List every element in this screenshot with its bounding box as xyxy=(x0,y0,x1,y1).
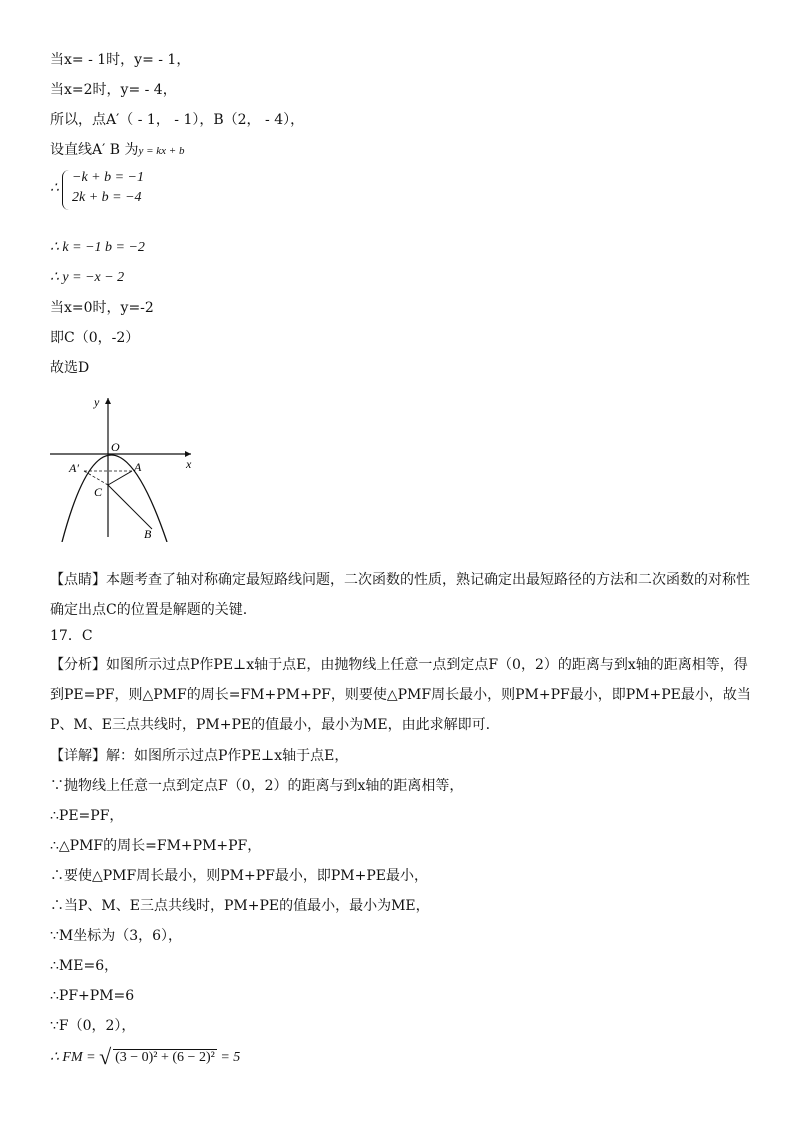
text-line-4 xyxy=(50,140,184,161)
label-c: C xyxy=(94,485,103,499)
left-brace xyxy=(62,170,69,210)
question-17-answer: 17．C xyxy=(50,628,93,644)
parabola-figure xyxy=(46,392,196,542)
fm-prefix: ∴ FM = xyxy=(50,1050,96,1065)
detail-line-10 xyxy=(50,1044,241,1069)
text-line-2: 当x=2时，y= - 4， xyxy=(50,82,177,98)
label-a-prime: A′ xyxy=(69,461,79,475)
equation-2: 2k + b = −4 xyxy=(72,190,142,205)
label-a: A xyxy=(134,460,142,474)
detail-line-9: ∵F（0，2）， xyxy=(50,1018,136,1034)
text-line-9: 故选D xyxy=(50,360,90,376)
label-o: O xyxy=(111,440,120,454)
detail-line-4: ∴要使△PMF周长最小，则PM+PF最小，即PM+PE最小， xyxy=(50,868,428,884)
sqrt-expression xyxy=(99,1044,217,1069)
detail-line-7: ∴ME=6， xyxy=(50,958,119,974)
text-line-3: 所以，点A′（ - 1， - 1），B（2， - 4）， xyxy=(50,112,305,128)
text-line-1: 当x= - 1时，y= - 1， xyxy=(50,52,191,68)
label-y: y xyxy=(94,395,100,409)
detail-line-6: ∵M坐标为（3，6）， xyxy=(50,928,183,944)
detail-line-2: ∴PE=PF， xyxy=(50,808,124,824)
line-4-formula: y = kx + b xyxy=(138,145,185,157)
detail-line-8: ∴PF+PM=6 xyxy=(50,988,135,1004)
radical-sign: √ xyxy=(99,1044,112,1069)
radicand: (3 − 0)² + (6 − 2)² xyxy=(115,1050,215,1065)
fenxi-paragraph: 【分析】如图所示过点P作PE⊥x轴于点E，由抛物线上任意一点到定点F（0，2）的距离与到x轴的距离相等，得到PE=PF，则△PMF的周长=FM+PM+PF，则要使△PMF周长最小，则PM+PF最小，即PM+PE最小，故当P、M、E三点共线时，PM+PE的值最小，最小为ME，由此求解即可. xyxy=(50,657,751,733)
detail-line-1: ∵抛物线上任意一点到定点F（0，2）的距离与到x轴的距离相等， xyxy=(50,778,464,794)
xiangjie-line: 【详解】解：如图所示过点P作PE⊥x轴于点E， xyxy=(50,748,349,764)
label-b: B xyxy=(144,527,152,541)
line-4-prefix: 设直线A′ B 为 xyxy=(50,142,139,158)
dianjing-paragraph: 【点睛】本题考查了轴对称确定最短路线问题，二次函数的性质，熟记确定出最短路径的方法和二次函数的对称性确定出点C的位置是解题的关键. xyxy=(50,572,750,618)
detail-line-5: ∴当P、M、E三点共线时，PM+PE的值最小，最小为ME， xyxy=(50,898,430,914)
detail-line-3: ∴△PMF的周长=FM+PM+PF， xyxy=(50,838,262,854)
segment-a-c xyxy=(108,471,132,485)
therefore-symbol: ∴ xyxy=(50,181,59,196)
text-line-5: ∴ k = −1 b = −2 xyxy=(50,240,145,255)
text-line-7: 当x=0时，y=-2 xyxy=(50,300,154,316)
y-axis-arrow xyxy=(105,398,111,404)
text-line-6: ∴ y = −x − 2 xyxy=(50,270,125,285)
parabola-graph xyxy=(46,392,196,542)
label-x: x xyxy=(186,457,192,471)
text-line-8: 即C（0，-2） xyxy=(50,330,140,346)
fm-result: = 5 xyxy=(220,1050,241,1065)
segment-c-b xyxy=(108,485,152,529)
equation-1: −k + b = −1 xyxy=(72,170,145,185)
